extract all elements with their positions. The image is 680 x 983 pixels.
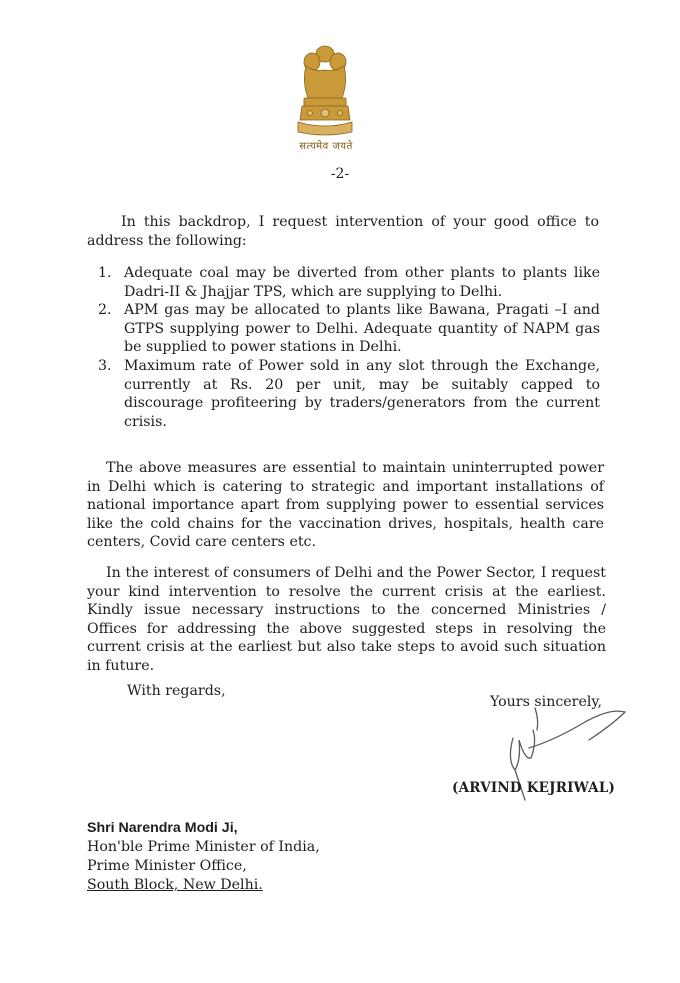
- list-item-number: 3.: [98, 357, 112, 374]
- addressee-line: Prime Minister Office,: [87, 858, 247, 874]
- list-item-text: Maximum rate of Power sold in any slot through the Exchange, currently at Rs. 20 per unit, may be suitably capped to discourage profiteering by traders/generators from the current crisis.: [124, 357, 600, 430]
- intro-paragraph: In this backdrop, I request intervention of your good office to address the following:: [87, 214, 599, 249]
- list-item: [98, 357, 600, 431]
- list-item-number: 2.: [98, 302, 112, 319]
- closing-regards: With regards,: [127, 683, 226, 699]
- list-item-number: 1.: [98, 265, 112, 281]
- list-item: [98, 301, 600, 357]
- addressee-name: Shri Narendra Modi Ji,: [87, 820, 238, 836]
- closing-yours-sincerely: Yours sincerely,: [490, 694, 603, 710]
- handwritten-signature-icon: [485, 700, 635, 820]
- addressee-block: [87, 819, 320, 895]
- request-list: [98, 264, 600, 431]
- measures-paragraph: The above measures are essential to maintain uninterrupted power in Delhi which is catering to strategic and important installations of national importance apart from supplying power to essential services like the cold chains for the vaccination drives, hospitals, health care centers, Covid care centers etc.: [87, 460, 604, 550]
- emblem-motto: सत्यमेव जयते: [299, 141, 353, 152]
- request-paragraph: In the interest of consumers of Delhi and the Power Sector, I request your kind intervention to resolve the current crisis at the earliest. Kindly issue necessary instructions to the concerned Ministries / Offices for addressing the above suggested steps in resolving the current crisis at the earliest but also take steps to avoid such situation in future.: [87, 565, 606, 674]
- page-number: -2-: [330, 166, 350, 182]
- signatory-name: (ARVIND KEJRIWAL): [452, 780, 616, 796]
- addressee-line: Hon'ble Prime Minister of India,: [87, 839, 320, 855]
- national-emblem-icon: [292, 42, 358, 138]
- list-item-text: Adequate coal may be diverted from other plants to plants like Dadri-II & Jhajjar TPS, which are supplying to Delhi.: [124, 265, 600, 300]
- addressee-line: South Block, New Delhi.: [87, 877, 263, 893]
- list-item: [98, 264, 600, 301]
- list-item-text: APM gas may be allocated to plants like Bawana, Pragati –I and GTPS supplying power to Delhi. Adequate quantity of NAPM gas be supplied to power stations in Delhi.: [124, 302, 600, 356]
